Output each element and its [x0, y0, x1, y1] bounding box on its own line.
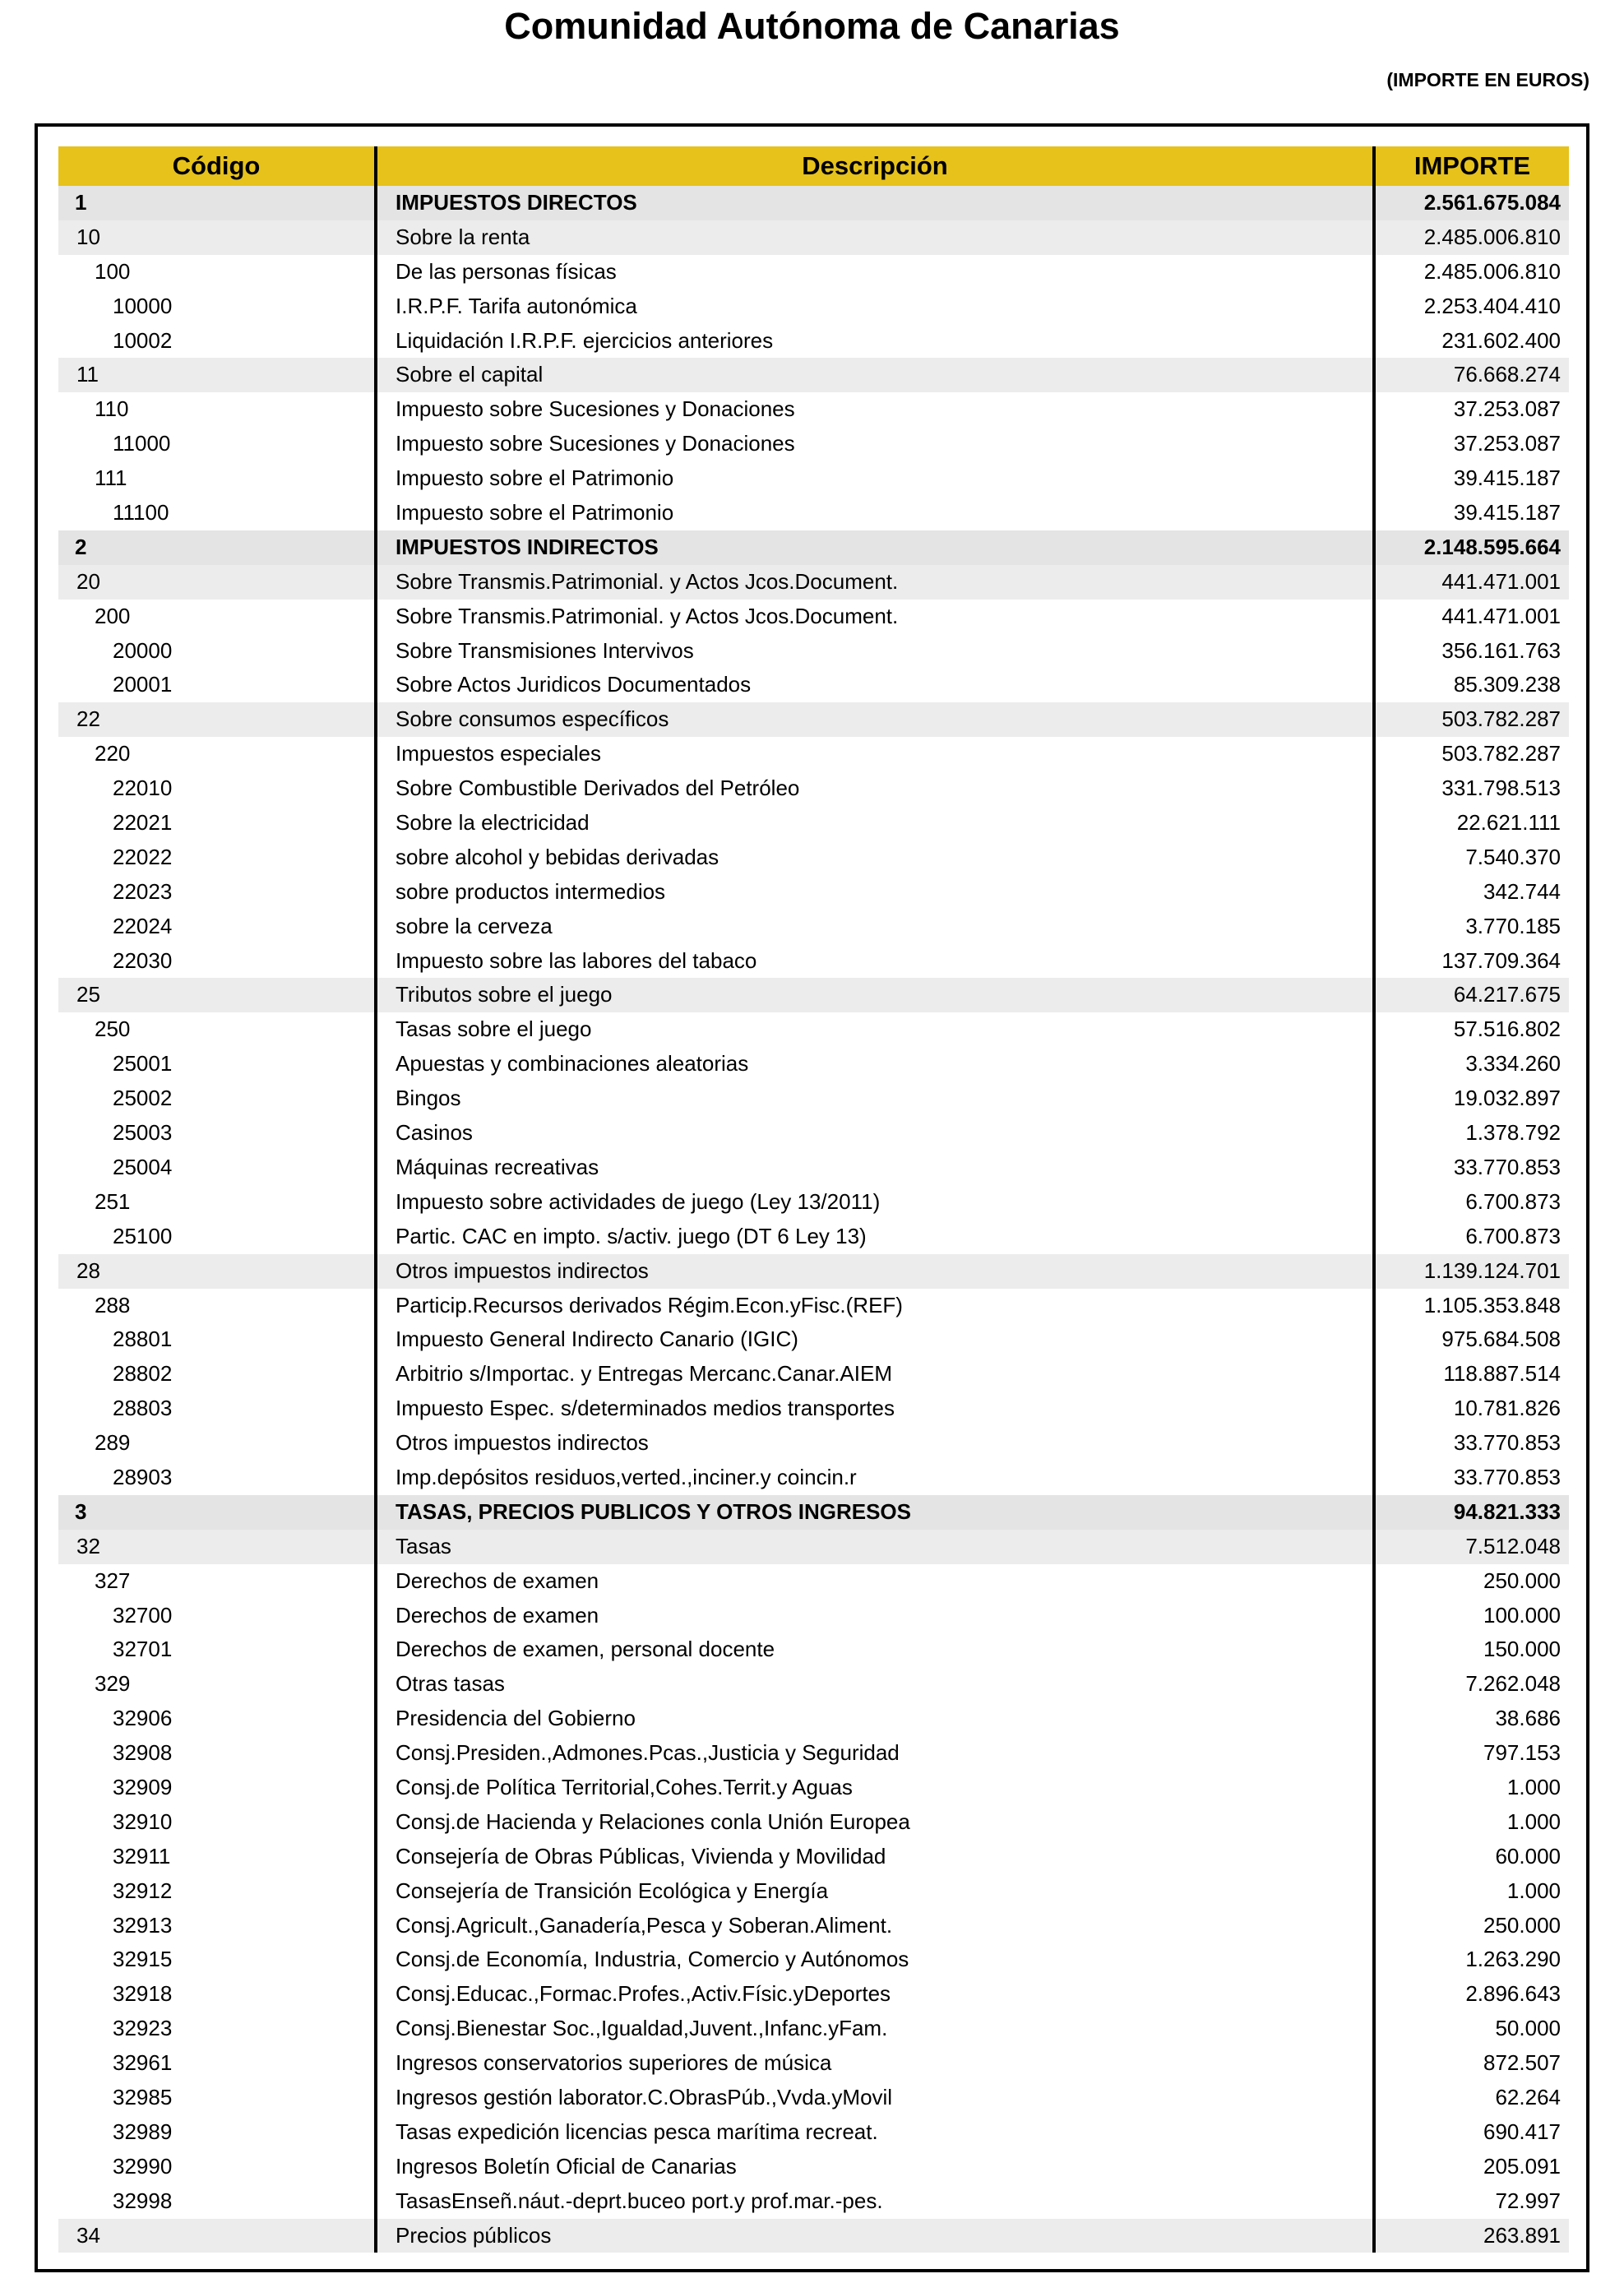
row-description: Impuesto sobre las labores del tabaco	[377, 944, 1376, 979]
row-code: 25	[58, 978, 377, 1012]
row-code: 22030	[58, 944, 377, 979]
table-row	[58, 1805, 1569, 1840]
row-description: Ingresos conservatorios superiores de música	[377, 2046, 1376, 2081]
row-code: 32909	[58, 1771, 377, 1805]
row-description: Sobre Transmis.Patrimonial. y Actos Jcos.Document.	[377, 565, 1376, 600]
table-row	[58, 220, 1569, 255]
row-description: Sobre Actos Juridicos Documentados	[377, 668, 1376, 702]
table-row	[58, 1012, 1569, 1047]
row-code: 25100	[58, 1220, 377, 1254]
table-row	[58, 289, 1569, 324]
table-row	[58, 1151, 1569, 1185]
row-code: 32911	[58, 1840, 377, 1874]
row-description: Consejería de Obras Públicas, Vivienda y Movilidad	[377, 1840, 1376, 1874]
row-description: Impuesto Espec. s/determinados medios transportes	[377, 1392, 1376, 1426]
row-code: 11	[58, 358, 377, 392]
row-description: Otros impuestos indirectos	[377, 1254, 1376, 1289]
row-amount: 64.217.675	[1453, 982, 1561, 1007]
table-row	[58, 1392, 1569, 1426]
table-row	[58, 461, 1569, 496]
table-row	[58, 737, 1569, 771]
row-code: 25003	[58, 1116, 377, 1151]
row-description: sobre alcohol y bebidas derivadas	[377, 840, 1376, 875]
row-code: 251	[58, 1185, 377, 1220]
table-row	[58, 2012, 1569, 2046]
row-code: 200	[58, 600, 377, 634]
table-row	[58, 1943, 1569, 1977]
row-code: 32913	[58, 1909, 377, 1943]
row-amount: 690.417	[1483, 2119, 1561, 2144]
table-row	[58, 496, 1569, 530]
table-row	[58, 1667, 1569, 1702]
row-description: Consj.de Economía, Industria, Comercio y Autónomos	[377, 1943, 1376, 1977]
row-amount: 2.896.643	[1465, 1981, 1561, 2007]
row-code: 11000	[58, 427, 377, 461]
row-description: Presidencia del Gobierno	[377, 1702, 1376, 1736]
row-description: Impuesto sobre el Patrimonio	[377, 461, 1376, 496]
row-amount: 76.668.274	[1453, 362, 1561, 387]
row-code: 32912	[58, 1874, 377, 1909]
row-code: 22	[58, 702, 377, 737]
row-amount: 33.770.853	[1453, 1154, 1561, 1179]
row-code: 32701	[58, 1632, 377, 1667]
table-row	[58, 186, 1569, 220]
row-description: Partic. CAC en impto. s/activ. juego (DT 6 Ley 13)	[377, 1220, 1376, 1254]
row-code: 32961	[58, 2046, 377, 2081]
row-description: Derechos de examen	[377, 1599, 1376, 1633]
row-description: Tasas expedición licencias pesca marítima recreat.	[377, 2115, 1376, 2150]
row-code: 32923	[58, 2012, 377, 2046]
row-description: Bingos	[377, 1081, 1376, 1116]
row-amount: 7.540.370	[1465, 844, 1561, 869]
table-row	[58, 1047, 1569, 1081]
row-amount: 1.263.290	[1465, 1947, 1561, 1972]
row-code: 3	[58, 1495, 377, 1530]
row-amount: 2.253.404.410	[1423, 293, 1561, 318]
row-amount: 60.000	[1495, 1843, 1561, 1869]
row-description: Sobre Transmisiones Intervivos	[377, 634, 1376, 669]
table-row	[58, 1840, 1569, 1874]
row-amount: 33.770.853	[1453, 1464, 1561, 1489]
row-code: 11100	[58, 496, 377, 530]
row-code: 28802	[58, 1357, 377, 1392]
row-description: Consj.de Hacienda y Relaciones conla Unión Europea	[377, 1805, 1376, 1840]
row-amount: 2.148.595.664	[1423, 534, 1561, 559]
table-row	[58, 1564, 1569, 1599]
row-code: 25004	[58, 1151, 377, 1185]
table-row	[58, 1220, 1569, 1254]
row-description: Particip.Recursos derivados Régim.Econ.yFisc.(REF)	[377, 1289, 1376, 1323]
row-amount: 137.709.364	[1441, 947, 1561, 973]
row-code: 250	[58, 1012, 377, 1047]
row-amount: 22.621.111	[1456, 810, 1561, 836]
budget-table	[58, 146, 1569, 2253]
row-amount: 2.561.675.084	[1423, 190, 1561, 215]
row-code: 1	[58, 186, 377, 220]
page-title: Comunidad Autónoma de Canarias	[504, 5, 1120, 47]
row-description: Otros impuestos indirectos	[377, 1426, 1376, 1461]
row-amount: 331.798.513	[1441, 776, 1561, 801]
row-code: 10000	[58, 289, 377, 324]
row-description: I.R.P.F. Tarifa autonómica	[377, 289, 1376, 324]
row-code: 100	[58, 255, 377, 289]
row-amount: 62.264	[1495, 2084, 1561, 2109]
table-row	[58, 1771, 1569, 1805]
table-row	[58, 1909, 1569, 1943]
row-description: Consj.Agricult.,Ganadería,Pesca y Soberan.Aliment.	[377, 1909, 1376, 1943]
table-row	[58, 978, 1569, 1012]
row-amount: 3.334.260	[1465, 1051, 1561, 1077]
table-row	[58, 2115, 1569, 2150]
row-description: IMPUESTOS INDIRECTOS	[377, 530, 1376, 565]
row-description: Sobre consumos específicos	[377, 702, 1376, 737]
table-row	[58, 840, 1569, 875]
row-description: Máquinas recreativas	[377, 1151, 1376, 1185]
row-amount: 7.262.048	[1465, 1671, 1561, 1697]
row-description: Tasas	[377, 1530, 1376, 1564]
row-description: TASAS, PRECIOS PUBLICOS Y OTROS INGRESOS	[377, 1495, 1376, 1530]
row-amount: 205.091	[1483, 2153, 1561, 2179]
row-description: Impuesto sobre Sucesiones y Donaciones	[377, 392, 1376, 427]
row-description: Consj.de Política Territorial,Cohes.Territ.y Aguas	[377, 1771, 1376, 1805]
row-amount: 263.891	[1483, 2222, 1561, 2248]
table-row	[58, 565, 1569, 600]
table-row	[58, 1254, 1569, 1289]
row-code: 220	[58, 737, 377, 771]
row-amount: 50.000	[1495, 2016, 1561, 2041]
row-description: Tributos sobre el juego	[377, 978, 1376, 1012]
row-amount: 1.000	[1506, 1808, 1561, 1834]
row-code: 28	[58, 1254, 377, 1289]
table-row	[58, 1977, 1569, 2012]
table-row	[58, 1357, 1569, 1392]
table-row	[58, 358, 1569, 392]
row-code: 32990	[58, 2150, 377, 2184]
row-code: 110	[58, 392, 377, 427]
row-code: 327	[58, 1564, 377, 1599]
row-code: 22022	[58, 840, 377, 875]
row-code: 25002	[58, 1081, 377, 1116]
row-description: Derechos de examen, personal docente	[377, 1632, 1376, 1667]
row-amount: 1.000	[1506, 1774, 1561, 1799]
row-code: 111	[58, 461, 377, 496]
row-amount: 3.770.185	[1465, 913, 1561, 938]
row-code: 20001	[58, 668, 377, 702]
row-amount: 503.782.287	[1441, 741, 1561, 766]
table-row	[58, 634, 1569, 669]
row-amount: 2.485.006.810	[1423, 224, 1561, 249]
table-row	[58, 427, 1569, 461]
row-code: 28803	[58, 1392, 377, 1426]
row-amount: 39.415.187	[1453, 465, 1561, 491]
row-amount: 1.105.353.848	[1423, 1292, 1561, 1317]
table-row	[58, 875, 1569, 910]
row-description: Casinos	[377, 1116, 1376, 1151]
row-description: Impuesto sobre Sucesiones y Donaciones	[377, 427, 1376, 461]
row-code: 25001	[58, 1047, 377, 1081]
row-amount: 1.139.124.701	[1423, 1257, 1561, 1283]
table-header	[58, 146, 1569, 186]
row-code: 20000	[58, 634, 377, 669]
table-row	[58, 2219, 1569, 2253]
row-code: 32908	[58, 1736, 377, 1771]
table-body	[58, 186, 1569, 2253]
table-row	[58, 1322, 1569, 1357]
row-description: Imp.depósitos residuos,verted.,inciner.y coincin.r	[377, 1461, 1376, 1495]
row-code: 32989	[58, 2115, 377, 2150]
row-code: 22010	[58, 771, 377, 806]
table-row	[58, 806, 1569, 840]
row-code: 329	[58, 1667, 377, 1702]
row-amount: 118.887.514	[1443, 1361, 1561, 1387]
row-code: 32915	[58, 1943, 377, 1977]
row-amount: 342.744	[1483, 878, 1561, 904]
row-amount: 10.781.826	[1453, 1396, 1561, 1421]
row-description: Consj.Presiden.,Admones.Pcas.,Justicia y Seguridad	[377, 1736, 1376, 1771]
row-description: Ingresos Boletín Oficial de Canarias	[377, 2150, 1376, 2184]
table-row	[58, 1116, 1569, 1151]
table-row	[58, 1081, 1569, 1116]
row-description: Sobre la renta	[377, 220, 1376, 255]
row-description: Derechos de examen	[377, 1564, 1376, 1599]
row-amount: 872.507	[1483, 2050, 1561, 2076]
table-row	[58, 1702, 1569, 1736]
table-row	[58, 944, 1569, 979]
table-row	[58, 1874, 1569, 1909]
row-amount: 441.471.001	[1441, 568, 1561, 594]
row-code: 32985	[58, 2081, 377, 2115]
table-row	[58, 1426, 1569, 1461]
row-amount: 39.415.187	[1453, 500, 1561, 526]
row-amount: 33.770.853	[1453, 1430, 1561, 1456]
row-amount: 231.602.400	[1441, 327, 1561, 353]
table-row	[58, 1461, 1569, 1495]
table-row	[58, 771, 1569, 806]
row-code: 10002	[58, 324, 377, 359]
row-amount: 37.253.087	[1453, 431, 1561, 456]
row-code: 32906	[58, 1702, 377, 1736]
table-row	[58, 1599, 1569, 1633]
row-description: Sobre Combustible Derivados del Petróleo	[377, 771, 1376, 806]
table-row	[58, 702, 1569, 737]
row-code: 22024	[58, 910, 377, 944]
row-description: Impuesto sobre el Patrimonio	[377, 496, 1376, 530]
table-row	[58, 1495, 1569, 1530]
row-amount: 19.032.897	[1453, 1086, 1561, 1111]
table-row	[58, 392, 1569, 427]
row-description: Otras tasas	[377, 1667, 1376, 1702]
row-description: Precios públicos	[377, 2219, 1376, 2253]
row-amount: 503.782.287	[1441, 706, 1561, 732]
row-description: Impuesto sobre actividades de juego (Ley 13/2011)	[377, 1185, 1376, 1220]
row-description: sobre productos intermedios	[377, 875, 1376, 910]
row-amount: 94.821.333	[1453, 1498, 1561, 1524]
row-code: 10	[58, 220, 377, 255]
row-code: 32	[58, 1530, 377, 1564]
row-description: Arbitrio s/Importac. y Entregas Mercanc.Canar.AIEM	[377, 1357, 1376, 1392]
row-code: 32700	[58, 1599, 377, 1633]
row-code: 34	[58, 2219, 377, 2253]
row-description: Consj.Educac.,Formac.Profes.,Activ.Físic.yDeportes	[377, 1977, 1376, 2012]
row-code: 288	[58, 1289, 377, 1323]
row-description: Liquidación I.R.P.F. ejercicios anteriores	[377, 324, 1376, 359]
row-amount: 250.000	[1483, 1912, 1561, 1938]
unit-note: (IMPORTE EN EUROS)	[1386, 69, 1589, 90]
row-amount: 100.000	[1483, 1602, 1561, 1628]
row-amount: 72.997	[1495, 2188, 1561, 2213]
row-description: Sobre Transmis.Patrimonial. y Actos Jcos.Document.	[377, 600, 1376, 634]
table-row	[58, 910, 1569, 944]
row-amount: 57.516.802	[1453, 1016, 1561, 1042]
row-code: 289	[58, 1426, 377, 1461]
row-description: Consj.Bienestar Soc.,Igualdad,Juvent.,Infanc.yFam.	[377, 2012, 1376, 2046]
column-header-code: Código	[58, 146, 377, 186]
row-amount: 6.700.873	[1465, 1188, 1561, 1214]
row-description: IMPUESTOS DIRECTOS	[377, 186, 1376, 220]
table-row	[58, 600, 1569, 634]
table-row	[58, 1289, 1569, 1323]
table-row	[58, 1736, 1569, 1771]
row-code: 2	[58, 530, 377, 565]
row-amount: 6.700.873	[1465, 1223, 1561, 1248]
row-amount: 441.471.001	[1441, 603, 1561, 628]
row-code: 32918	[58, 1977, 377, 2012]
row-amount: 7.512.048	[1465, 1533, 1561, 1558]
row-code: 20	[58, 565, 377, 600]
column-header-description: Descripción	[377, 146, 1376, 186]
row-description: sobre la cerveza	[377, 910, 1376, 944]
table-row	[58, 2150, 1569, 2184]
table-row	[58, 2184, 1569, 2219]
row-amount: 797.153	[1483, 1740, 1561, 1766]
table-row	[58, 530, 1569, 565]
row-amount: 1.378.792	[1465, 1120, 1561, 1146]
row-code: 22023	[58, 875, 377, 910]
row-amount: 975.684.508	[1441, 1327, 1561, 1352]
table-row	[58, 324, 1569, 359]
row-amount: 150.000	[1483, 1637, 1561, 1662]
table-row	[58, 1530, 1569, 1564]
row-description: Impuesto General Indirecto Canario (IGIC)	[377, 1322, 1376, 1357]
table-row	[58, 668, 1569, 702]
row-amount: 37.253.087	[1453, 396, 1561, 422]
table-row	[58, 2081, 1569, 2115]
row-amount: 85.309.238	[1453, 672, 1561, 697]
table-row	[58, 1632, 1569, 1667]
table-row	[58, 2046, 1569, 2081]
row-amount: 250.000	[1483, 1568, 1561, 1593]
row-description: Apuestas y combinaciones aleatorias	[377, 1047, 1376, 1081]
row-code: 22021	[58, 806, 377, 840]
row-amount: 2.485.006.810	[1423, 258, 1561, 284]
row-description: De las personas físicas	[377, 255, 1376, 289]
row-code: 28903	[58, 1461, 377, 1495]
row-description: Sobre el capital	[377, 358, 1376, 392]
table-row	[58, 1185, 1569, 1220]
table-row	[58, 255, 1569, 289]
row-code: 32998	[58, 2184, 377, 2219]
row-code: 32910	[58, 1805, 377, 1840]
row-description: Tasas sobre el juego	[377, 1012, 1376, 1047]
row-description: TasasEnseñ.náut.-deprt.buceo port.y prof.mar.-pes.	[377, 2184, 1376, 2219]
row-description: Consejería de Transición Ecológica y Energía	[377, 1874, 1376, 1909]
row-amount: 38.686	[1495, 1706, 1561, 1731]
column-header-amount: IMPORTE	[1413, 151, 1531, 180]
row-code: 28801	[58, 1322, 377, 1357]
row-description: Sobre la electricidad	[377, 806, 1376, 840]
row-description: Ingresos gestión laborator.C.ObrasPúb.,Vvda.yMovil	[377, 2081, 1376, 2115]
row-amount: 356.161.763	[1441, 637, 1561, 663]
row-description: Impuestos especiales	[377, 737, 1376, 771]
row-amount: 1.000	[1506, 1878, 1561, 1903]
